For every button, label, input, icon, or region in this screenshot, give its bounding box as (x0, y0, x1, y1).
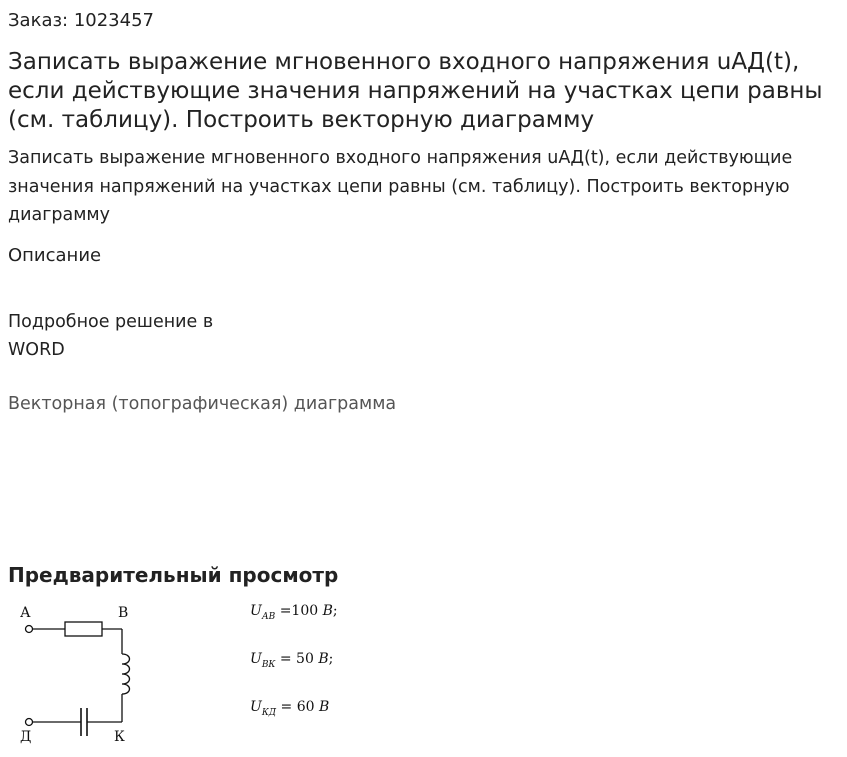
vector-diagram-note: Векторная (топографическая) диаграмма (8, 394, 397, 414)
terminal-d (26, 719, 33, 726)
formula-end: ; (332, 603, 338, 619)
inductor-symbol (122, 654, 130, 694)
resistor-symbol (65, 622, 102, 636)
formula-unit: В (319, 699, 330, 715)
formula-ukd (250, 699, 329, 718)
formula-value: = 50 (275, 651, 319, 667)
task-description: Записать выражение мгновенного входного напряжения uАД(t), если действующие значения напряжений на участках цепи равны (см. таблицу). Построить векторную диаграмму (8, 148, 793, 225)
preview-area (0, 596, 360, 757)
label-k: К (114, 729, 125, 745)
solution-note: Подробное решение в WORD (8, 312, 214, 360)
formula-symbol: U (250, 699, 262, 715)
formula-symbol: U (250, 651, 262, 667)
label-b: В (118, 605, 129, 621)
label-d: Д (20, 729, 32, 745)
label-a: А (20, 605, 31, 621)
formula-value: =100 (275, 603, 323, 619)
formula-symbol: U (250, 603, 262, 619)
formula-unit: В (318, 651, 329, 667)
section-label-description: Описание (8, 245, 102, 266)
formula-end: ; (328, 651, 334, 667)
formula-unit: В (322, 603, 333, 619)
order-number: Заказ: 1023457 (8, 10, 154, 31)
formula-subscript: АВ (261, 612, 276, 622)
terminal-a (26, 626, 33, 633)
circuit-diagram (0, 596, 240, 757)
formula-ubk (250, 651, 333, 670)
formula-value: = 60 (276, 699, 320, 715)
page-title: Записать выражение мгновенного входного напряжения uАД(t), если действующие значения напряжений на участках цепи равны (см. таблицу). Построить векторную диаграмму (8, 49, 823, 133)
formula-subscript: КД (261, 708, 277, 718)
preview-heading: Предварительный просмотр (8, 563, 339, 587)
formula-uab (250, 603, 338, 622)
formula-subscript: ВК (261, 660, 276, 670)
